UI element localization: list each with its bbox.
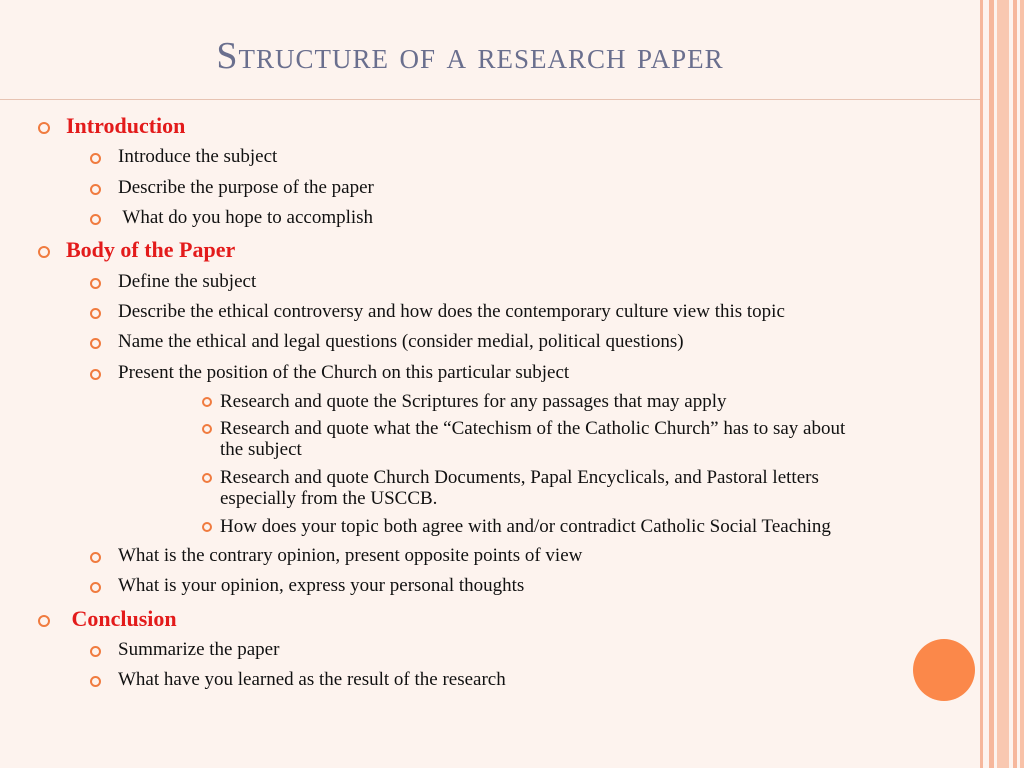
border-strip	[1020, 0, 1024, 768]
bullet-icon	[38, 122, 50, 134]
bullet-icon	[202, 473, 212, 483]
border-strip	[997, 0, 1009, 768]
section-heading-text: Body of the Paper	[66, 237, 236, 262]
decorative-border	[980, 0, 1024, 768]
bullet-icon	[202, 522, 212, 532]
section-heading-text: Conclusion	[66, 606, 177, 631]
bullet-icon	[38, 246, 50, 258]
bullet-icon	[90, 153, 101, 164]
list-item-text: What do you hope to accomplish	[118, 207, 374, 228]
list-item-text: Present the position of the Church on this particular subject	[118, 362, 570, 383]
list-item-text: Introduce the subject	[118, 146, 278, 167]
list-item-text: What is the contrary opinion, present opposite points of view	[118, 545, 583, 566]
sub-list-item-text: Research and quote the Scriptures for any passages that may apply	[220, 391, 727, 412]
list-item-text: What have you learned as the result of the research	[118, 669, 506, 690]
list-item-text: Describe the purpose of the paper	[118, 177, 374, 198]
bullet-icon	[90, 308, 101, 319]
sub-list-item-text-cont: the subject	[220, 439, 302, 460]
list-item-text: Name the ethical and legal questions (consider medial, political questions)	[118, 331, 684, 352]
slide-title: Structure of a research paper	[216, 35, 724, 77]
decorative-circle	[913, 639, 975, 701]
border-strip	[989, 0, 994, 768]
bullet-icon	[90, 184, 101, 195]
bullet-icon	[90, 338, 101, 349]
border-strip	[1013, 0, 1017, 768]
bullet-icon	[202, 397, 212, 407]
bullet-icon	[90, 676, 101, 687]
bullet-icon	[90, 369, 101, 380]
sub-list-item-text: Research and quote what the “Catechism of the Catholic Church” has to say about	[220, 418, 846, 439]
list-item-text: What is your opinion, express your personal thoughts	[118, 575, 525, 596]
sub-list-item-text-cont: especially from the USCCB.	[220, 488, 438, 509]
list-item-text: Describe the ethical controversy and how does the contemporary culture view this topic	[118, 301, 785, 322]
bullet-icon	[90, 582, 101, 593]
bullet-icon	[90, 214, 101, 225]
bullet-icon	[90, 552, 101, 563]
bullet-icon	[202, 424, 212, 434]
border-strip	[980, 0, 983, 768]
list-item-text: Summarize the paper	[118, 639, 280, 660]
bullet-icon	[38, 615, 50, 627]
section-heading-text: Introduction	[66, 113, 186, 138]
bullet-icon	[90, 278, 101, 289]
sub-list-item-text: Research and quote Church Documents, Papal Encyclicals, and Pastoral letters	[220, 467, 819, 488]
list-item-text: Define the subject	[118, 271, 257, 292]
bullet-icon	[90, 646, 101, 657]
sub-list-item-text: How does your topic both agree with and/or contradict Catholic Social Teaching	[220, 516, 831, 537]
